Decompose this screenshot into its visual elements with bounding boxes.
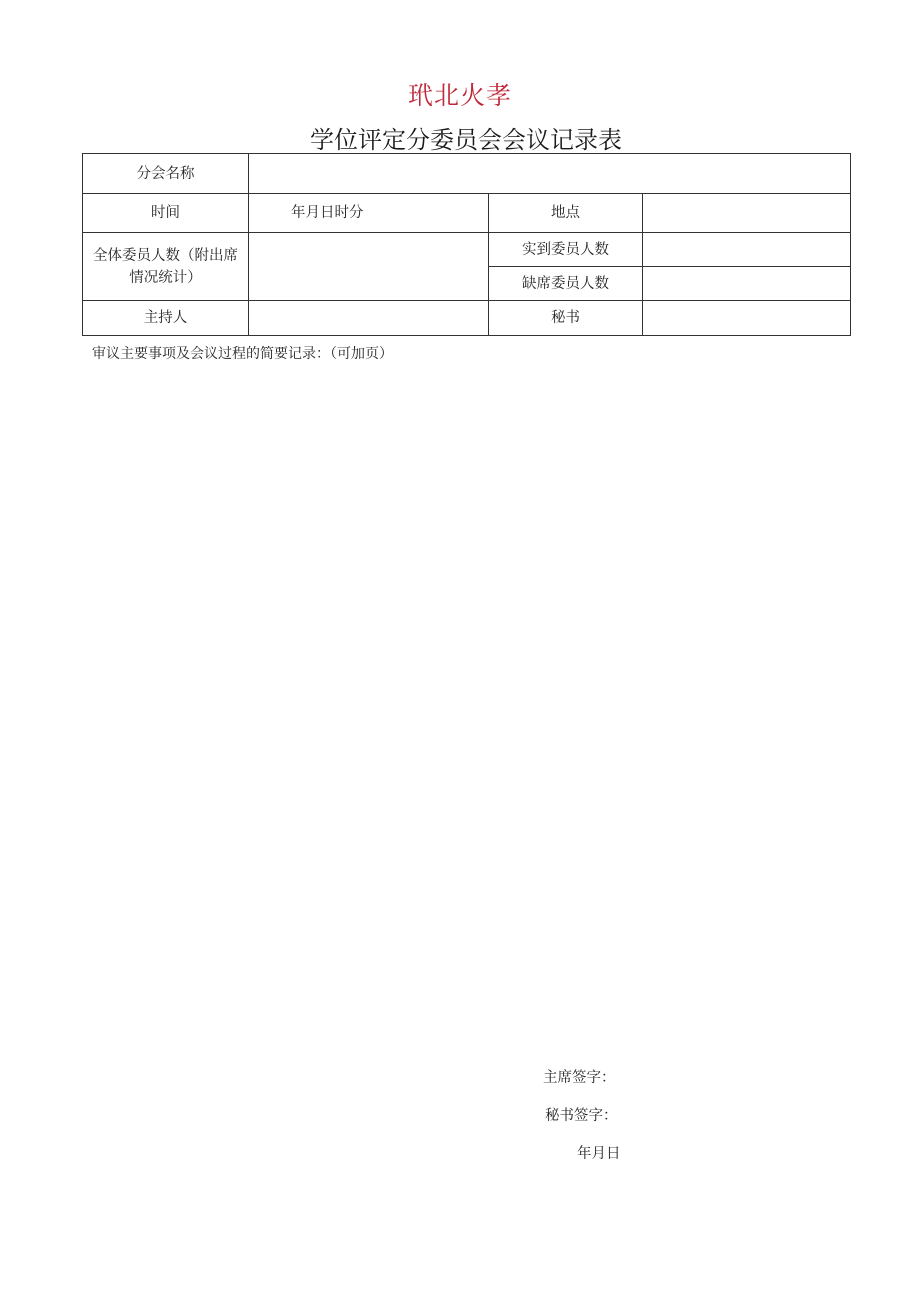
chair-signature-label: 主席签字： (543, 1070, 616, 1086)
absent-members-label: 缺席委员人数 (489, 267, 643, 301)
host-field[interactable] (249, 301, 489, 336)
total-members-label: 全体委员人数（附出席情况统计） (83, 233, 249, 301)
location-field[interactable] (643, 194, 851, 233)
secretary-label: 秘书 (489, 301, 643, 336)
branch-name-field[interactable] (249, 154, 851, 194)
table-row (83, 194, 851, 233)
table-row (83, 154, 851, 194)
absent-members-field[interactable] (643, 267, 851, 301)
secretary-field[interactable] (643, 301, 851, 336)
branch-name-label: 分会名称 (83, 154, 249, 194)
host-label: 主持人 (83, 301, 249, 336)
time-label: 时间 (83, 194, 249, 233)
time-field[interactable]: 年月日时分 (249, 194, 489, 233)
meeting-record-table (82, 153, 851, 336)
secretary-signature-label: 秘书签字： (545, 1108, 618, 1124)
page-title: 学位评定分委员会会议记录表 (310, 126, 622, 154)
location-label: 地点 (489, 194, 643, 233)
total-members-field[interactable] (249, 233, 489, 301)
signature-date: 年月日 (577, 1146, 621, 1162)
table-row (83, 301, 851, 336)
present-members-label: 实到委员人数 (489, 233, 643, 267)
record-note: 审议主要事项及会议过程的简要记录：（可加页） (92, 346, 393, 362)
table-row (83, 233, 851, 267)
present-members-field[interactable] (643, 233, 851, 267)
institution-logo-text: 玳北火孝 (407, 81, 512, 110)
